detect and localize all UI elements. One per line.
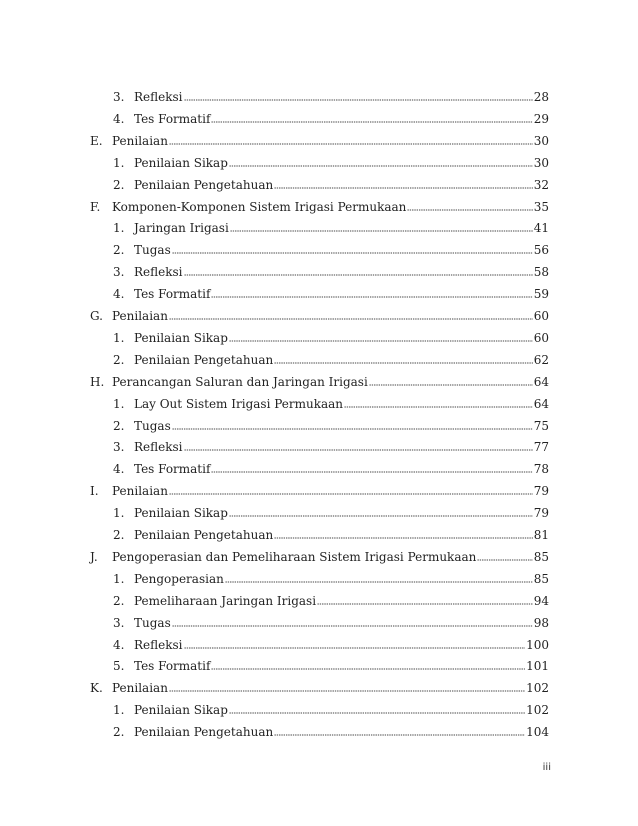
toc-entry-number: 2. — [113, 418, 125, 433]
toc-section-entry[interactable] — [90, 196, 549, 214]
toc-entry-number: K. — [90, 681, 103, 696]
toc-dot-leader — [344, 406, 533, 408]
toc-entry-number: 1. — [113, 703, 125, 718]
toc-dot-leader — [274, 537, 533, 539]
toc-entry-page: 104 — [526, 725, 549, 740]
toc-dot-leader — [211, 296, 532, 298]
toc-dot-leader — [317, 603, 533, 605]
toc-entry-title: Penilaian — [112, 133, 168, 148]
toc-entry-number: 2. — [113, 177, 125, 192]
toc-entry-title: Perancangan Saluran dan Jaringan Irigasi — [112, 374, 368, 389]
toc-entry-page: 75 — [533, 418, 549, 433]
toc-entry-number: 1. — [113, 506, 125, 521]
toc-subsection-entry[interactable] — [113, 86, 549, 104]
toc-entry-number: 4. — [113, 287, 125, 302]
toc-entry-title: Refleksi — [134, 90, 183, 104]
toc-subsection-entry[interactable] — [113, 458, 549, 476]
toc-entry-number: J. — [90, 549, 98, 564]
toc-entry-number: 1. — [113, 155, 125, 170]
toc-entry-title: Penilaian Sikap — [134, 506, 228, 521]
toc-section-entry[interactable] — [90, 677, 549, 695]
toc-dot-leader — [407, 209, 532, 211]
page-number: iii — [542, 762, 551, 773]
toc-subsection-entry[interactable] — [113, 436, 549, 454]
toc-entry-number: 3. — [113, 440, 125, 455]
toc-entry-title: Jaringan Irigasi — [134, 221, 229, 236]
toc-entry-title: Pengoperasian — [134, 571, 224, 586]
toc-entry-page: 41 — [533, 221, 549, 236]
toc-subsection-entry[interactable] — [113, 655, 549, 673]
toc-subsection-entry[interactable] — [113, 568, 549, 586]
toc-dot-leader — [169, 143, 533, 145]
toc-entry-number: 4. — [113, 111, 125, 126]
toc-entry-page: 30 — [533, 155, 549, 170]
toc-section-entry[interactable] — [90, 371, 549, 389]
toc-entry-page: 85 — [533, 571, 549, 586]
toc-dot-leader — [225, 581, 533, 583]
toc-dot-leader — [169, 493, 533, 495]
toc-entry-number: G. — [90, 309, 103, 323]
toc-dot-leader — [172, 252, 533, 254]
toc-entry-page: 81 — [533, 528, 549, 542]
toc-entry-title: Penilaian Sikap — [134, 155, 228, 170]
toc-subsection-entry[interactable] — [113, 152, 549, 170]
toc-entry-page: 78 — [533, 462, 549, 477]
toc-entry-page: 62 — [533, 352, 549, 367]
toc-dot-leader — [477, 559, 532, 561]
toc-entry-number: 5. — [113, 659, 125, 674]
toc-entry-number: 2. — [113, 352, 125, 367]
toc-dot-leader — [369, 384, 533, 386]
toc-entry-page: 79 — [533, 484, 549, 499]
toc-entry-page: 59 — [533, 287, 549, 302]
toc-section-entry[interactable] — [90, 130, 549, 148]
toc-section-entry[interactable] — [90, 546, 549, 564]
toc-entry-page: 102 — [526, 703, 549, 718]
toc-entry-title: Penilaian Sikap — [134, 330, 228, 345]
toc-entry-title: Penilaian Pengetahuan — [134, 725, 274, 740]
toc-entry-title: Pemeliharaan Jaringan Irigasi — [134, 593, 317, 608]
toc-dot-leader — [184, 449, 533, 451]
toc-entry-title: Lay Out Sistem Irigasi Permukaan — [134, 396, 344, 411]
toc-entry-page: 98 — [533, 615, 549, 630]
toc-entry-page: 64 — [533, 396, 549, 411]
toc-entry-title: Tugas — [134, 418, 171, 433]
toc-subsection-entry[interactable] — [113, 612, 549, 630]
toc-entry-number: 1. — [113, 571, 125, 586]
toc-subsection-entry[interactable] — [113, 349, 549, 367]
toc-subsection-entry[interactable] — [113, 283, 549, 301]
toc-entry-page: 29 — [533, 111, 549, 126]
toc-subsection-entry[interactable] — [113, 217, 549, 235]
toc-entry-page: 102 — [526, 681, 549, 696]
toc-dot-leader — [211, 471, 532, 473]
toc-subsection-entry[interactable] — [113, 699, 549, 717]
toc-dot-leader — [172, 428, 533, 430]
toc-entry-page: 32 — [533, 177, 549, 192]
toc-entry-title: Tes Formatif — [134, 287, 211, 302]
toc-entry-title: Tugas — [134, 615, 171, 630]
toc-subsection-entry[interactable] — [113, 239, 549, 257]
toc-subsection-entry[interactable] — [113, 174, 549, 192]
toc-section-entry[interactable] — [90, 480, 549, 498]
toc-entry-number: H. — [90, 374, 105, 389]
toc-subsection-entry[interactable] — [113, 721, 549, 739]
toc-entry-title: Tes Formatif — [134, 659, 211, 674]
toc-entry-number: 2. — [113, 593, 125, 608]
toc-subsection-entry[interactable] — [113, 108, 549, 126]
toc-entry-number: 4. — [113, 637, 125, 652]
toc-entry-number: I. — [90, 484, 99, 499]
toc-entry-page: 77 — [533, 440, 549, 455]
toc-entry-title: Refleksi — [134, 637, 183, 652]
toc-subsection-entry[interactable] — [113, 393, 549, 411]
toc-dot-leader — [229, 340, 533, 342]
toc-entry-title: Penilaian Pengetahuan — [134, 528, 274, 542]
toc-entry-page: 58 — [533, 265, 549, 280]
toc-entry-page: 79 — [533, 506, 549, 521]
toc-subsection-entry[interactable] — [113, 327, 549, 345]
toc-entry-title: Penilaian — [112, 681, 168, 696]
toc-entry-title: Penilaian Pengetahuan — [134, 177, 274, 192]
toc-entry-page: 100 — [526, 637, 549, 652]
toc-section-entry[interactable] — [90, 305, 549, 323]
toc-entry-number: 1. — [113, 396, 125, 411]
toc-entry-title: Tes Formatif — [134, 111, 211, 126]
toc-dot-leader — [172, 625, 533, 627]
toc-entry-title: Penilaian Sikap — [134, 703, 228, 718]
toc-entry-title: Refleksi — [134, 265, 183, 280]
toc-dot-leader — [229, 515, 533, 517]
toc-subsection-entry[interactable] — [113, 524, 549, 542]
toc-subsection-entry[interactable] — [113, 634, 549, 652]
toc-entry-number: 1. — [113, 330, 125, 345]
toc-entry-title: Penilaian — [112, 484, 168, 499]
toc-dot-leader — [274, 362, 533, 364]
toc-entry-number: 3. — [113, 90, 125, 104]
toc-entry-page: 30 — [533, 133, 549, 148]
toc-entry-number: 3. — [113, 615, 125, 630]
toc-entry-title: Pengoperasian dan Pemeliharaan Sistem Irigasi Permukaan — [112, 549, 477, 564]
toc-entry-page: 35 — [533, 199, 549, 214]
toc-entry-title: Tugas — [134, 243, 171, 258]
toc-entry-page: 56 — [533, 243, 549, 258]
toc-entry-number: 3. — [113, 265, 125, 280]
toc-entry-number: F. — [90, 199, 101, 214]
toc-subsection-entry[interactable] — [113, 415, 549, 433]
toc-dot-leader — [274, 734, 525, 736]
toc-entry-title: Penilaian — [112, 309, 168, 323]
toc-subsection-entry[interactable] — [113, 590, 549, 608]
toc-entry-title: Tes Formatif — [134, 462, 211, 477]
toc-dot-leader — [169, 690, 525, 692]
toc-entry-number: 2. — [113, 725, 125, 740]
toc-dot-leader — [230, 230, 533, 232]
toc-entry-number: 1. — [113, 221, 125, 236]
toc-subsection-entry[interactable] — [113, 502, 549, 520]
toc-dot-leader — [184, 647, 526, 649]
toc-entry-page: 64 — [533, 374, 549, 389]
toc-entry-title: Komponen-Komponen Sistem Irigasi Permukaan — [112, 199, 407, 214]
toc-entry-number: E. — [90, 133, 103, 148]
toc-entry-page: 28 — [533, 90, 549, 104]
toc-entry-page: 94 — [533, 593, 549, 608]
toc-entry-page: 60 — [533, 309, 549, 323]
toc-dot-leader — [229, 165, 533, 167]
toc-entry-number: 4. — [113, 462, 125, 477]
toc-entry-number: 2. — [113, 528, 125, 542]
toc-entry-page: 101 — [526, 659, 549, 674]
toc-entry-page: 85 — [533, 549, 549, 564]
toc-subsection-entry[interactable] — [113, 261, 549, 279]
toc-entry-title: Refleksi — [134, 440, 183, 455]
toc-entry-title: Penilaian Pengetahuan — [134, 352, 274, 367]
toc-entry-number: 2. — [113, 243, 125, 258]
toc-entry-page: 60 — [533, 330, 549, 345]
toc-dot-leader — [184, 99, 533, 101]
toc-dot-leader — [169, 318, 533, 320]
toc-dot-leader — [229, 712, 525, 714]
toc-dot-leader — [274, 187, 533, 189]
toc-dot-leader — [211, 668, 525, 670]
toc-dot-leader — [184, 274, 533, 276]
toc-dot-leader — [211, 121, 532, 123]
